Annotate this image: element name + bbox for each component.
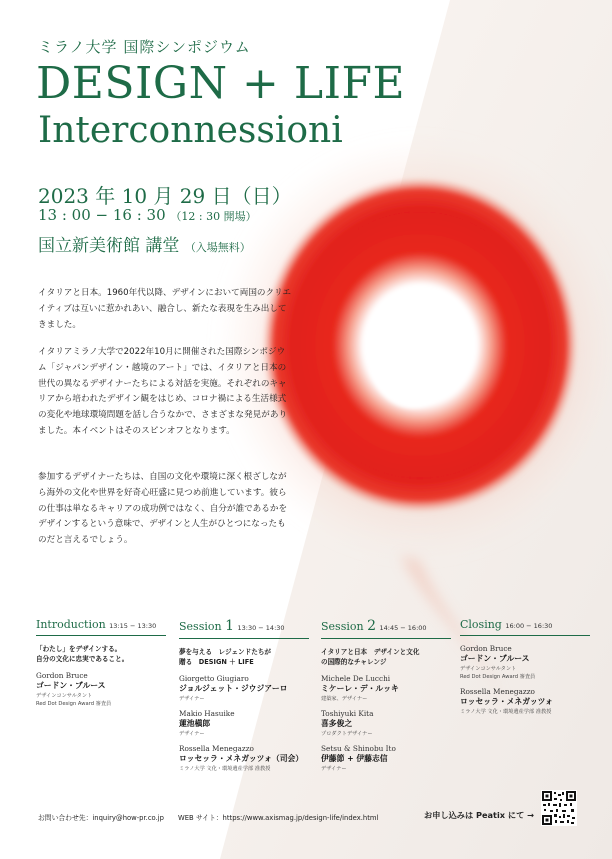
title-design-life: DESIGN + LIFE	[36, 58, 406, 109]
tagline-line: イタリアと日本 デザインと文化	[321, 648, 420, 656]
speaker-name-en: Rossella Menegazzo	[460, 687, 535, 696]
event-time	[38, 206, 257, 224]
event-date: 2023 年 10 月 29 日（日）	[38, 184, 292, 208]
speaker-name-en: Toshiyuki Kita	[321, 709, 374, 718]
speaker	[460, 687, 590, 715]
session-tagline	[36, 644, 166, 664]
session-heading	[321, 618, 451, 639]
speaker-name-en: Giorgetto Giugiaro	[179, 674, 249, 683]
session-column-introduction	[36, 618, 166, 707]
session-heading	[36, 618, 166, 636]
peatix-apply-link[interactable]: お申し込みは Peatix にて →	[424, 810, 534, 820]
speaker	[321, 709, 451, 737]
speaker-name-jp: 蓮池槇郎	[179, 719, 211, 728]
speaker-name-jp: ゴードン・ブルース	[36, 681, 106, 690]
speaker-role: 建築家、デザイナー	[321, 696, 368, 702]
speaker-role: デザイナー	[179, 696, 205, 702]
symposium-label: ミラノ大学 国際シンポジウム	[38, 38, 251, 56]
venue-name: 国立新美術館 講堂	[38, 236, 180, 256]
tagline-line: 「わたし」をデザインする。	[36, 645, 122, 653]
session-number: 2	[367, 618, 376, 634]
admission-note: （入場無料）	[184, 241, 251, 254]
session-name: Session	[321, 620, 364, 633]
speaker-role: ミラノ大学 文化・環境遺産学部 准教授	[460, 709, 552, 715]
session-column-closing	[460, 618, 590, 715]
paragraph: イタリアと日本。1960年代以降、デザインにおいて両国のクリエイティブは互いに惹かれあい、融合し、新たな表現を生み出してきました。	[38, 288, 292, 330]
speaker	[321, 674, 451, 702]
tagline-line: 自分の文化に忠実であること。	[36, 655, 129, 663]
session-time: 13:30 − 14:30	[237, 624, 285, 632]
speaker-name-en: Rossella Menegazzo	[179, 744, 254, 753]
speaker-role: Red Dot Design Award 審査員	[460, 674, 536, 680]
program-sessions	[36, 618, 576, 778]
session-tagline	[179, 647, 309, 667]
speaker	[36, 671, 166, 707]
title-interconnessioni: Interconnessioni	[38, 110, 343, 151]
session-time: 14:45 − 16:00	[379, 624, 427, 632]
event-venue	[38, 231, 251, 256]
session-column-1	[179, 618, 309, 772]
speaker	[179, 709, 309, 737]
speaker	[179, 744, 309, 772]
speaker-name-jp: ゴードン・ブルース	[460, 654, 530, 663]
session-tagline	[321, 647, 451, 667]
speaker-name-jp: ジョルジェット・ジウジアーロ	[179, 684, 288, 693]
intro-paragraph-2	[38, 345, 293, 440]
speaker	[460, 644, 590, 680]
speaker-role: デザイナー	[321, 766, 347, 772]
tagline-line: 贈る DESIGN ＋ LIFE	[179, 658, 254, 666]
session-time: 16:00 − 16:30	[505, 622, 553, 630]
speaker	[321, 744, 451, 772]
session-time: 13:15 − 13:30	[109, 622, 157, 630]
speaker-name-en: Gordon Bruce	[460, 644, 512, 653]
contact-email[interactable]: お問い合わせ先：inquiry@how-pr.co.jp	[38, 814, 164, 822]
speaker-role: デザインコンサルタント	[460, 666, 517, 672]
speaker-name-jp: ミケーレ・デ・ルッキ	[321, 684, 399, 693]
qr-code-icon[interactable]	[541, 790, 577, 826]
intro-paragraph-3	[38, 470, 293, 549]
paragraph: 参加するデザイナーたちは、自国の文化や環境に深く根ざしながら海外の文化や世界を好奇心旺盛に見つめ前進しています。彼らの仕事は単なるキャリアの成功例ではなく、自分が誰であるかをデザインするという意味で、デザインと人生がひとつになったものだと言えるでしょう。	[38, 472, 288, 546]
paragraph: イタリアミラノ大学で2022年10月に開催された国際シンポジウム「ジャパンデザイン・越境のアート」では、イタリアと日本の世代の異なるデザイナーたちによる対話を実施。それぞれのキャリアから培われたデザイン観をはじめ、コロナ禍による生活様式の変化や地球環境問題を話し合うなかで、さまざまな発見がありました。本イベントはそのスピンオフとなります。	[38, 347, 288, 436]
speaker-role: Red Dot Design Award 審査員	[36, 701, 112, 707]
session-name: Closing	[460, 618, 502, 631]
speaker-name-en: Michele De Lucchi	[321, 674, 391, 683]
speaker-name-en: Makio Hasuike	[179, 709, 235, 718]
speaker-role: デザインコンサルタント	[36, 693, 93, 699]
session-name: Introduction	[36, 618, 106, 631]
speaker-role: デザイナー	[179, 731, 205, 737]
speaker-name-jp: ロッセッラ・メネガッツォ	[460, 697, 553, 706]
event-time-range: 13 : 00 − 16 : 30	[38, 206, 166, 224]
speaker-name-en: Setsu & Shinobu Ito	[321, 744, 396, 753]
speaker-name-jp: 伊藤節 + 伊藤志信	[321, 754, 388, 763]
tagline-line: の国際的なチャレンジ	[321, 658, 387, 666]
speaker-name-en: Gordon Bruce	[36, 671, 88, 680]
speaker-role: プロダクトデザイナー	[321, 731, 373, 737]
event-doors-open: （12 : 30 開場）	[170, 210, 257, 223]
website-link[interactable]: WEB サイト：https://www.axismag.jp/design-life/index.html	[178, 814, 379, 822]
speaker-name-jp: ロッセッラ・メネガッツォ（司会）	[179, 754, 304, 763]
session-name: Session	[179, 620, 222, 633]
tagline-line: 夢を与える レジェンドたちが	[179, 648, 272, 656]
speaker	[179, 674, 309, 702]
session-number: 1	[225, 618, 234, 634]
speaker-role: ミラノ大学 文化・環境遺産学部 准教授	[179, 766, 271, 772]
intro-paragraph-1	[38, 286, 293, 333]
session-heading	[460, 618, 590, 636]
session-heading	[179, 618, 309, 639]
session-column-2	[321, 618, 451, 772]
speaker-name-jp: 喜多俊之	[321, 719, 353, 728]
